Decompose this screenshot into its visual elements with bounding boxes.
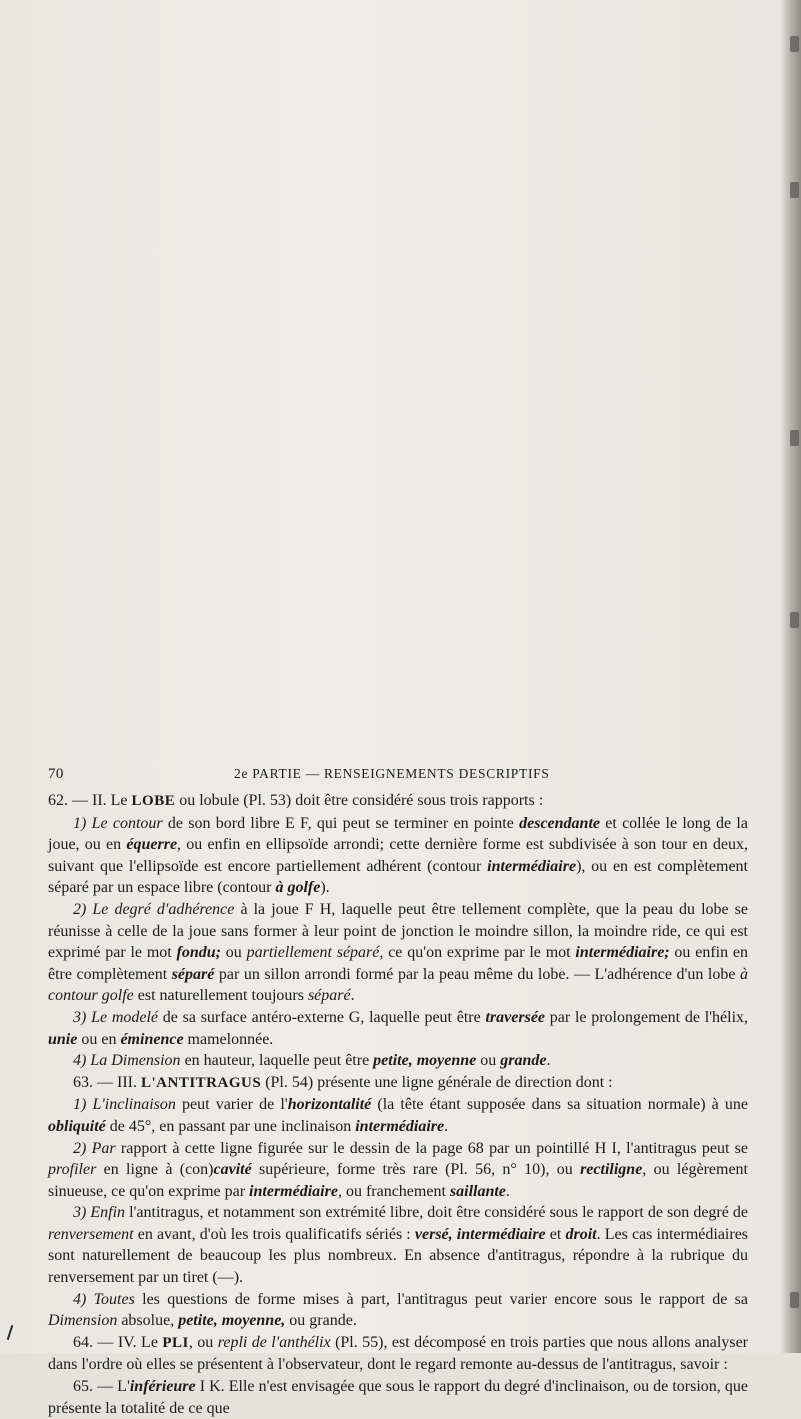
paragraph-62: 62. — II. Le LOBE ou lobule (Pl. 53) doit être considéré sous trois rapports : xyxy=(48,792,544,809)
paragraph-63-3: 3) Enfin l'antitragus, et notamment son extrémité libre, doit être considéré sous le rapport de son degré de renversement en avant, d'où les trois qualificatifs sériés : versé, intermédiaire et droit. Les cas intermédiaires sont naturellement de beaucoup les plus nombreux. En absence d'antitragus, répondre à la rubrique du renversement par un tiret (—). xyxy=(48,1204,749,1287)
paragraph-62-2: 2) Le degré d'adhérence à la joue F H, laquelle peut être tellement complète, que la peau du lobe se réunisse à celle de la joue sans former à leur point de jonction le moindre sillon, la moindre ride, ce qui est exprimé par le mot fondu; ou partiellement séparé, ce qu'on exprime par le mot intermédiaire; ou enfin en être complètement séparé par un sillon arrondi formé par la peau même du lobe. — L'adhérence d'un lobe à contour golfe est naturellement toujours séparé. xyxy=(48,900,749,1005)
page-edge xyxy=(781,0,801,1353)
paragraph-64: 64. — IV. Le PLI, ou repli de l'anthélix (Pl. 55), est décomposé en trois parties que nous allons analyser dans l'ordre où elles se présentent à l'observateur, dont le regard remonte au-dessus de l'antitragus, savoir : xyxy=(48,1333,749,1374)
paragraph-63: 63. — III. L'ANTITRAGUS (Pl. 54) présente une ligne générale de direction dont : xyxy=(73,1073,613,1091)
stray-mark xyxy=(7,1325,14,1340)
paragraph-62-3: 3) Le modelé de sa surface antéro-externe G, laquelle peut être traversée par le prolongement de l'hélix, unie ou en éminence mamelonnée. xyxy=(48,1008,749,1048)
paragraph-62-1: 1) Le contour de son bord libre E F, qui peut se terminer en pointe descendante et collée le long de la joue, ou en équerre, ou enfin en ellipsoïde arrondi; cette dernière forme est subdivisée à son tour en deux, suivant que l'ellipsoïde est encore partiellement adhérent (contour intermédiaire), ou en est complètement séparé par un espace libre (contour à golfe). xyxy=(48,814,749,897)
edge-mark xyxy=(790,430,799,446)
paragraph-62-4: 4) La Dimension en hauteur, laquelle peut être petite, moyenne ou grande. xyxy=(73,1052,551,1070)
paragraph-63-1: 1) L'inclinaison peut varier de l'horizontalité (la tête étant supposée dans sa situation normale) à une obliquité de 45°, en passant par une inclinaison intermédiaire. xyxy=(48,1096,749,1135)
edge-mark xyxy=(790,182,799,198)
running-title: 2e PARTIE — RENSEIGNEMENTS DESCRIPTIFS xyxy=(234,766,550,781)
page-number: 70 xyxy=(48,766,64,782)
edge-mark xyxy=(790,612,799,628)
edge-mark xyxy=(790,36,799,52)
edge-mark xyxy=(790,1292,799,1308)
page-header xyxy=(48,766,748,788)
paragraph-65: 65. — L'inférieure I K. Elle n'est envisagée que sous le rapport du degré d'inclinaison, ou de torsion, que présente la totalité de ce que xyxy=(48,1378,749,1417)
paragraph-63-2: 2) Par rapport à cette ligne figurée sur le dessin de la page 68 par un pointillé H I, l'antitragus peut se profiler en ligne à (con)cavité supérieure, forme très rare (Pl. 56, n° 10), ou rectiligne, ou légèrement sinueuse, ce qu'on exprime par intermédiaire, ou franchement saillante. xyxy=(48,1139,749,1200)
body-text xyxy=(48,790,748,1419)
paragraph-63-4: 4) Toutes les questions de forme mises à part, l'antitragus peut varier encore sous le rapport de sa Dimension absolue, petite, moyenne, ou grande. xyxy=(48,1290,749,1330)
